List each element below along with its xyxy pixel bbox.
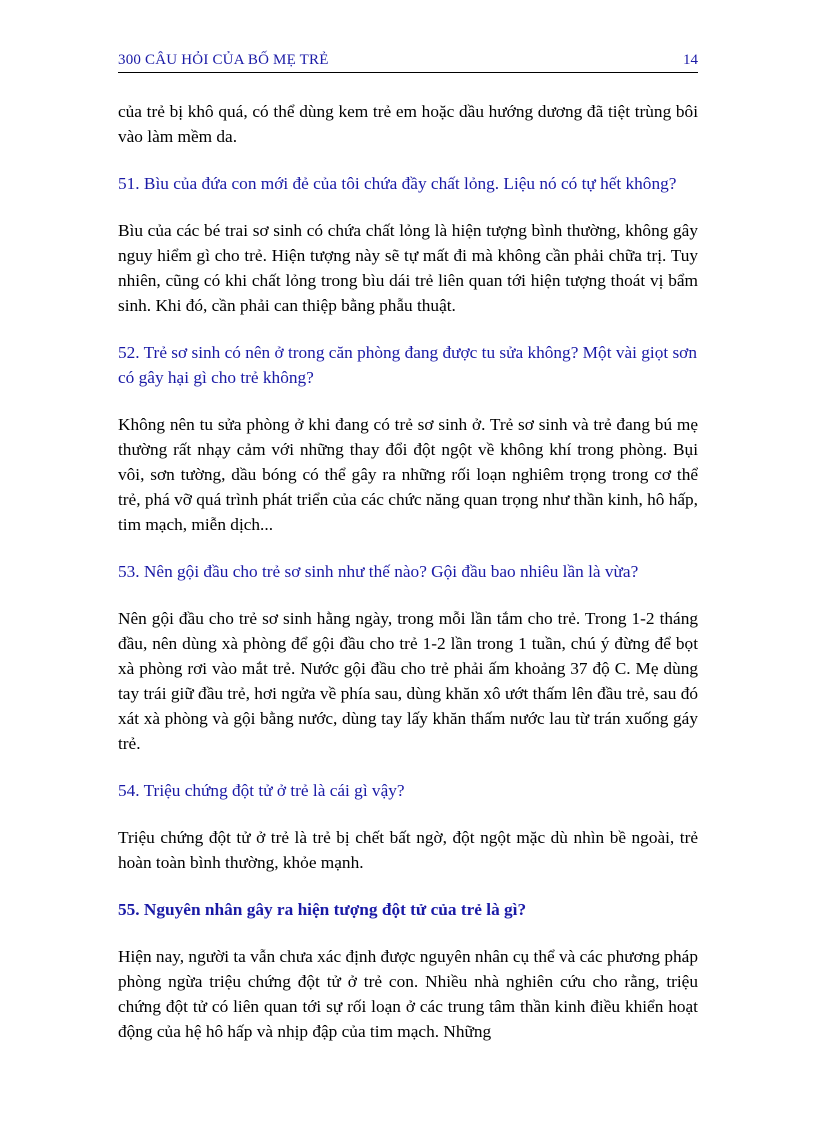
answer-paragraph: Hiện nay, người ta vẫn chưa xác định được nguyên nhân cụ thể và các phương pháp phòng ngừa triệu chứng đột tử ở trẻ con. Nhiều nhà nghiên cứu cho rằng, triệu chứng đột tử có liên quan tới sự rối loạn ở các trung tâm thần kinh điều khiển hoạt động của hệ hô hấp và nhịp đập của tim mạch. Những bbox=[118, 947, 698, 1041]
book-title: 300 CÂU HỎI CỦA BỐ MẸ TRẺ bbox=[118, 52, 329, 68]
answer-paragraph: Không nên tu sửa phòng ở khi đang có trẻ sơ sinh ở. Trẻ sơ sinh và trẻ đang bú mẹ thường rất nhạy cảm với những thay đổi đột ngột về không khí trong phòng. Bụi vôi, sơn tường, dầu bóng có thể gây ra những rối loạn nghiêm trọng trong cơ thể trẻ, phá vỡ quá trình phát triển của các chức năng quan trọng như thần kinh, hô hấp, tim mạch, miễn dịch... bbox=[118, 415, 698, 534]
answer-paragraph: Triệu chứng đột tử ở trẻ là trẻ bị chết bất ngờ, đột ngột mặc dù nhìn bề ngoài, trẻ hoàn toàn bình thường, khỏe mạnh. bbox=[118, 828, 698, 872]
question-heading: 52. Trẻ sơ sinh có nên ở trong căn phòng đang được tu sửa không? Một vài giọt sơn có gây hại gì cho trẻ không? bbox=[118, 343, 697, 387]
question-heading: 53. Nên gội đầu cho trẻ sơ sinh như thế nào? Gội đầu bao nhiêu lần là vừa? bbox=[118, 562, 639, 581]
answer-paragraph: Nên gội đầu cho trẻ sơ sinh hằng ngày, trong mỗi lần tắm cho trẻ. Trong 1-2 tháng đầu, nên dùng xà phòng để gội đầu cho trẻ 1-2 lần trong 1 tuần, chú ý đừng để bọt xà phòng rơi vào mắt trẻ. Nước gội đầu cho trẻ phải ấm khoảng 37 độ C. Mẹ dùng tay trái giữ đầu trẻ, hơi ngửa về phía sau, dùng khăn xô ướt thấm lên đầu trẻ, sau đó xát xà phòng và gội bằng nước, dùng tay lấy khăn thấm nước lau từ trán xuống gáy trẻ. bbox=[118, 609, 698, 753]
page-header bbox=[118, 52, 698, 73]
question-heading: 51. Bìu của đứa con mới đẻ của tôi chứa đầy chất lỏng. Liệu nó có tự hết không? bbox=[118, 174, 677, 193]
answer-paragraph: của trẻ bị khô quá, có thể dùng kem trẻ em hoặc dầu hướng dương đã tiệt trùng bôi vào làm mềm da. bbox=[118, 102, 698, 146]
page-number: 14 bbox=[683, 52, 698, 68]
question-heading: 54. Triệu chứng đột tử ở trẻ là cái gì vậy? bbox=[118, 781, 405, 800]
question-heading-bold: 55. Nguyên nhân gây ra hiện tượng đột tử của trẻ là gì? bbox=[118, 900, 527, 919]
answer-paragraph: Bìu của các bé trai sơ sinh có chứa chất lỏng là hiện tượng bình thường, không gây nguy hiểm gì cho trẻ. Hiện tượng này sẽ tự mất đi mà không cần phải chữa trị. Tuy nhiên, cũng có khi chất lỏng trong bìu dái trẻ liên quan tới hiện tượng thoát vị bẩm sinh. Khi đó, cần phải can thiệp bằng phẫu thuật. bbox=[118, 221, 698, 315]
page-content bbox=[118, 99, 698, 1066]
